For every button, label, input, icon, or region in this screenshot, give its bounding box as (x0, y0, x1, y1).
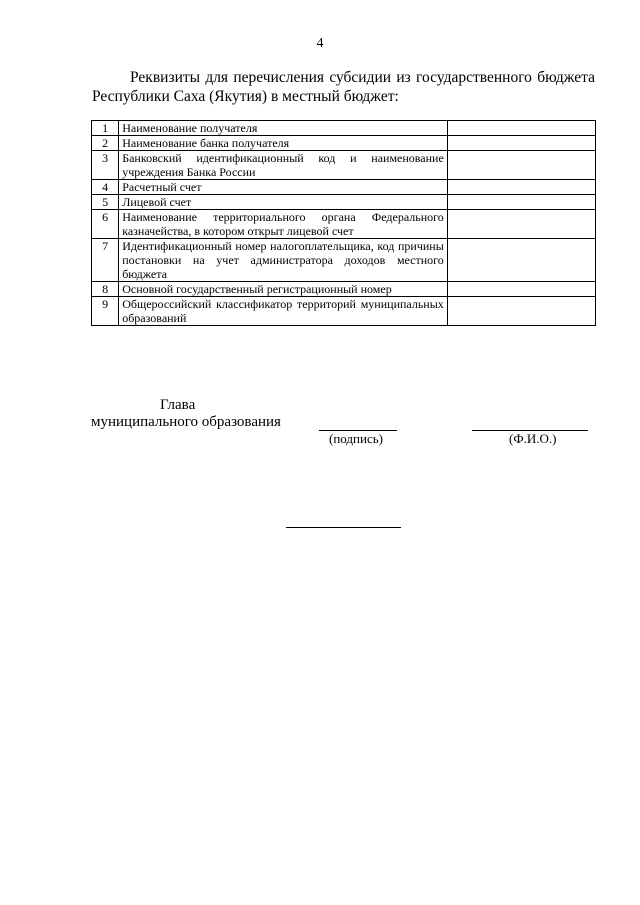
table-row (92, 210, 596, 239)
row-label: Наименование территориального органа Федерального казначейства, в котором открыт лицевой счет (119, 210, 448, 239)
table-row (92, 180, 596, 195)
row-number: 9 (92, 297, 119, 326)
requisites-table-body (92, 121, 596, 326)
end-of-document-rule (286, 527, 401, 528)
row-value-field[interactable] (447, 121, 595, 136)
requisites-heading: Реквизиты для перечисления субсидии из государственного бюджета Республики Саха (Якутия) в местный бюджет: (92, 69, 595, 105)
row-number: 1 (92, 121, 119, 136)
row-value-field[interactable] (447, 297, 595, 326)
table-row (92, 297, 596, 326)
row-label: Расчетный счет (119, 180, 448, 195)
row-number: 5 (92, 195, 119, 210)
row-value-field[interactable] (447, 136, 595, 151)
row-number: 2 (92, 136, 119, 151)
row-label: Идентификационный номер налогоплательщика, код причины постановки на учет администратора доходов местного бюджета (119, 239, 448, 282)
row-value-field[interactable] (447, 180, 595, 195)
row-value-field[interactable] (447, 282, 595, 297)
table-row (92, 239, 596, 282)
row-label: Лицевой счет (119, 195, 448, 210)
row-number: 7 (92, 239, 119, 282)
row-number: 8 (92, 282, 119, 297)
row-number: 6 (92, 210, 119, 239)
page-number: 4 (316, 36, 324, 51)
table-row (92, 195, 596, 210)
table-row (92, 136, 596, 151)
row-label: Основной государственный регистрационный номер (119, 282, 448, 297)
row-label: Наименование банка получателя (119, 136, 448, 151)
row-label: Наименование получателя (119, 121, 448, 136)
name-caption: (Ф.И.О.) (509, 431, 557, 446)
row-label: Банковский идентификационный код и наименование учреждения Банка России (119, 151, 448, 180)
row-value-field[interactable] (447, 195, 595, 210)
row-label: Общероссийский классификатор территорий муниципальных образований (119, 297, 448, 326)
requisites-table (91, 120, 596, 326)
row-number: 3 (92, 151, 119, 180)
row-value-field[interactable] (447, 239, 595, 282)
row-number: 4 (92, 180, 119, 195)
table-row (92, 151, 596, 180)
table-row (92, 121, 596, 136)
signatory-subtitle: муниципального образования (91, 414, 281, 430)
table-row (92, 282, 596, 297)
signatory-title: Глава (160, 397, 196, 413)
signature-caption: (подпись) (329, 431, 383, 446)
row-value-field[interactable] (447, 151, 595, 180)
row-value-field[interactable] (447, 210, 595, 239)
